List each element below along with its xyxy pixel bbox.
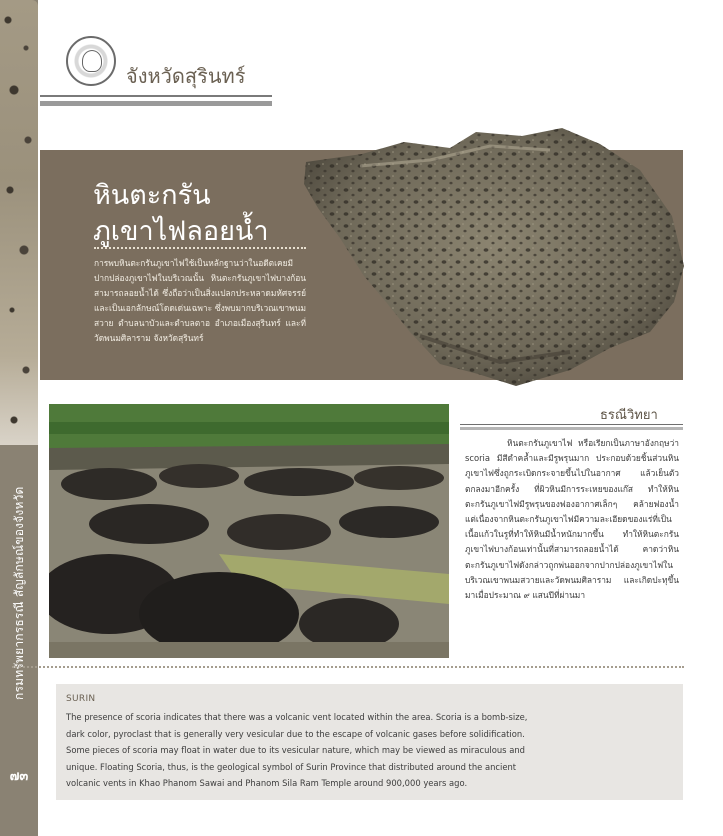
geology-heading: ธรณีวิทยา <box>600 408 658 423</box>
article-title <box>93 178 269 250</box>
article-title-line1: หินตะกรัน <box>93 180 211 211</box>
title-dotted-rule <box>94 247 306 249</box>
intro-paragraph: การพบหินตะกรันภูเขาไฟใช้เป็นหลักฐานว่าในอดีตเคยมีปากปล่องภูเขาไฟในบริเวณนั้น หินตะกรันภูเขาไฟบางก้อนสามารถลอยน้ำได้ ซึ่งถือว่าเป็นสิ่งแปลกประหลาดมหัศจรรย์และเป็นเอกลักษณ์โดดเด่นเฉพาะ ซึ่งพบมากบริเวณเขาพนมสวาย ตำบลนาบัวและตำบลตาอ อำเภอเมืองสุรินทร์ และที่วัดพนมศิลาราม จังหวัดสุรินทร์ <box>94 258 306 343</box>
provincial-seal-icon <box>66 36 116 86</box>
province-title: จังหวัดสุรินทร์ <box>126 64 246 88</box>
vertical-book-label: กรมทรัพยากรธรณี สัญลักษณ์ของจังหวัด <box>12 486 26 700</box>
scoria-texture-edge <box>0 0 38 445</box>
english-paragraph: The presence of scoria indicates that there was a volcanic vent located within the area. Scoria is a bomb-size, dark color, pyroclast that is generally very vesicular due to the escape of volcanic gases before solidification. Some pieces of scoria may float in water due to its vesicular nature, which may be viewed as miraculous and unique. Floating Scoria, thus, is the geological symbol of Surin Province that distributed around the ancient volcanic vents in Khao Phanom Sawai and Phanom Sila Ram Temple around 900,000 years ago. <box>66 712 528 789</box>
scoria-rock-photo <box>300 126 688 388</box>
page-number: ๗๓ <box>9 768 29 784</box>
header-rule <box>40 95 272 97</box>
header-rule-thick <box>40 101 272 106</box>
section-dotted-divider <box>12 666 684 668</box>
geology-rule-light <box>460 427 683 430</box>
english-heading: SURIN <box>66 694 96 704</box>
scoria-field-photo <box>49 404 449 658</box>
geology-rule <box>460 424 683 425</box>
geology-paragraph: หินตะกรันภูเขาไฟ หรือเรียกเป็นภาษาอังกฤษว่า scoria มีสีดำคล้ำและมีรูพรุนมาก ประกอบด้วยชิ้นส่วนหินภูเขาไฟซึ่งถูกระเบิดกระจายขึ้นไปในอากาศ แล้วเย็นตัวตกลงมาอีกครั้ง ที่ผิวหินมีการระเหยของแก๊ส ทำให้หินตะกรันภูเขาไฟมีรูพรุนของฟองอากาศเล็กๆ คล้ายฟองน้ำ แต่เนื่องจากหินตะกรันภูเขาไฟมีความละเอียดของแร่ที่เป็นเนื้อแก้วในรูที่ทำให้หินมีน้ำหนักมากขึ้น ทำให้หินตะกรันภูเขาไฟบางก้อนเท่านั้นที่สามารถลอยน้ำได้ คาดว่าหินตะกรันภูเขาไฟดังกล่าวถูกพ่นออกจากปากปล่องภูเขาไฟในบริเวณเขาพนมสวายและวัดพนมศิลาราม และเกิดปะทุขึ้นมาเมื่อประมาณ ๙ แสนปีที่ผ่านมา <box>465 438 679 601</box>
article-title-line2: ภูเขาไฟลอยน้ำ <box>93 216 269 247</box>
